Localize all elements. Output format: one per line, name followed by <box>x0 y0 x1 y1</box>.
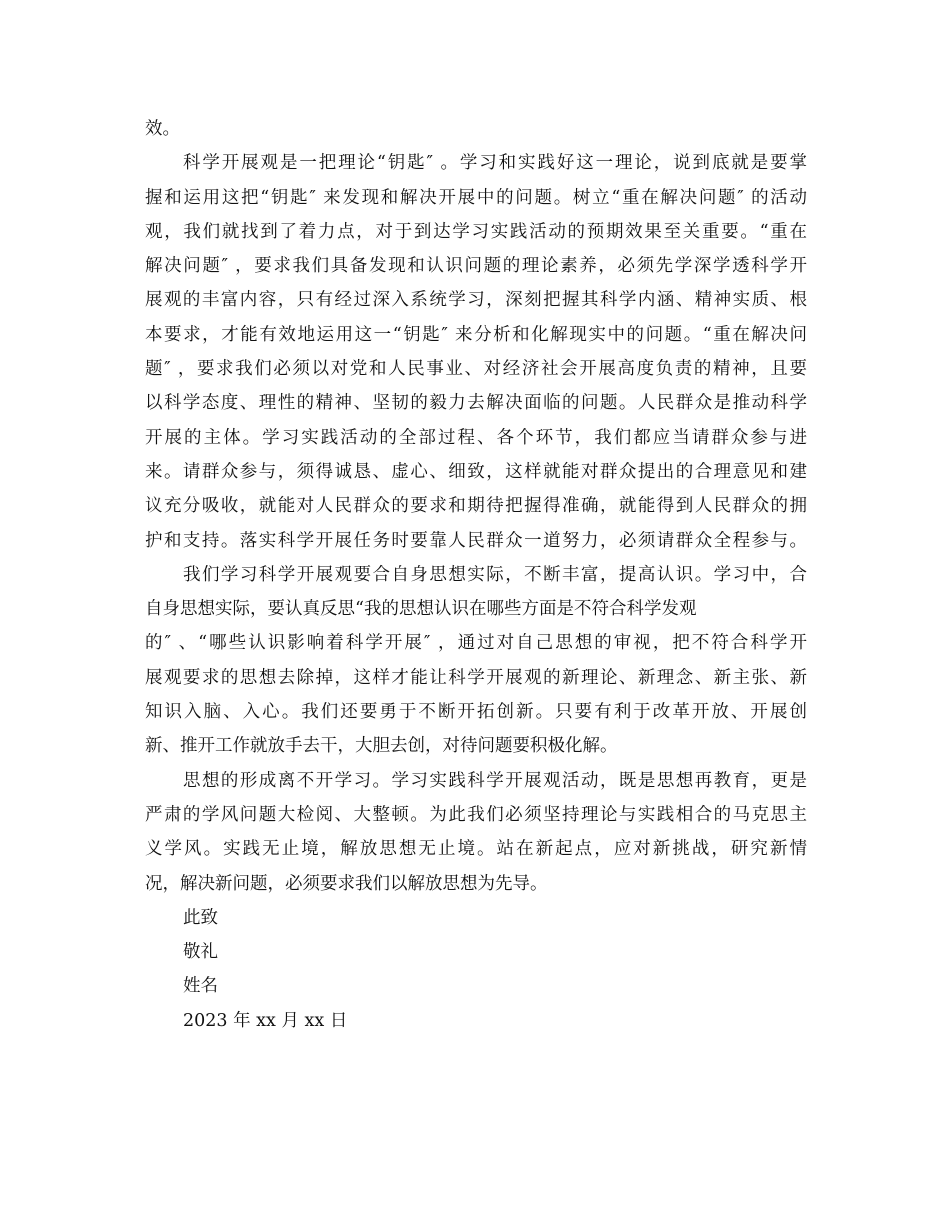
paragraph-line: 科学开展观是一把理论“钥匙″ 。学习和实践好这一理论，说到底就是要掌 <box>183 153 807 174</box>
paragraph-line: 新、推开工作就放手去干，大胆去创，对待问题要积极化解。 <box>145 736 618 757</box>
closing-block <box>145 901 807 1038</box>
paragraph-line: 况，解决新问题，必须要求我们以解放思想为先导。 <box>145 873 548 894</box>
paragraph-line: 观，我们就找到了着力点，对于到达学习实践活动的预期效果至关重要。“重在 <box>145 221 807 242</box>
paragraph-line: 来。请群众参与，须得诚恳、虚心、细致，这样就能对群众提出的合理意见和建 <box>145 461 807 482</box>
paragraph-line: 解决问题″ ，要求我们具备发现和认识问题的理论素养，必须先学深学透科学开 <box>145 256 807 277</box>
paragraph <box>145 146 807 558</box>
paragraph-line: 的″ 、“哪些认识影响着科学开展″ ，通过对自己思想的审视，把不符合科学开 <box>145 633 807 654</box>
signature-date: 2023 年 xx 月 xx 日 <box>183 1010 348 1031</box>
paragraph-line: 本要求，才能有效地运用这一“钥匙″ 来分析和化解现实中的问题。“重在解决问 <box>145 324 807 345</box>
paragraph-line: 题″ ，要求我们必须以对党和人民事业、对经济社会开展高度负责的精神，且要 <box>145 359 807 380</box>
paragraph-line: 思想的形成离不开学习。学习实践科学开展观活动，既是思想再教育，更是 <box>183 770 807 791</box>
paragraph-line: 握和运用这把“钥匙″ 来发现和解决开展中的问题。树立“重在解决问题″ 的活动 <box>145 187 807 208</box>
paragraph-line: 我们学习科学开展观要合自身思想实际，不断丰富，提高认识。学习中，合 <box>183 564 807 585</box>
paragraph <box>145 112 807 146</box>
paragraph-line: 严肃的学风问题大检阅、大整顿。为此我们必须坚持理论与实践相合的马克思主 <box>145 804 807 825</box>
paragraph-line: 知识入脑、入心。我们还要勇于不断开拓创新。只要有利于改革开放、开展创 <box>145 702 807 723</box>
paragraph-line: 以科学态度、理性的精神、坚韧的毅力去解决面临的问题。人民群众是推动科学 <box>145 393 807 414</box>
paragraph-line: 展观要求的思想去除掉，这样才能让科学开展观的新理论、新理念、新主张、新 <box>145 667 807 688</box>
paragraph-line: 护和支持。落实科学开展任务时要靠人民群众一道努力，必须请群众全程参与。 <box>145 530 807 551</box>
paragraph-line: 效。 <box>145 119 180 139</box>
signature-name: 姓名 <box>183 976 218 997</box>
paragraph <box>145 558 807 764</box>
closing-regards: 敬礼 <box>183 942 218 963</box>
document-body <box>145 112 807 901</box>
paragraph-line: 议充分吸收，就能对人民群众的要求和期待把握得准确，就能得到人民群众的拥 <box>145 496 807 517</box>
closing-salutation: 此致 <box>183 907 218 928</box>
document-page <box>145 112 807 1038</box>
paragraph <box>145 764 807 901</box>
paragraph-line: 自身思想实际，要认真反思“我的思想认识在哪些方面是不符合科学发观 <box>145 599 697 620</box>
paragraph-line: 义学风。实践无止境，解放思想无止境。站在新起点，应对新挑战，研究新情 <box>145 839 807 860</box>
paragraph-line: 展观的丰富内容，只有经过深入系统学习，深刻把握其科学内涵、精神实质、根 <box>145 290 807 311</box>
paragraph-line: 开展的主体。学习实践活动的全部过程、各个环节，我们都应当请群众参与进 <box>145 427 807 448</box>
